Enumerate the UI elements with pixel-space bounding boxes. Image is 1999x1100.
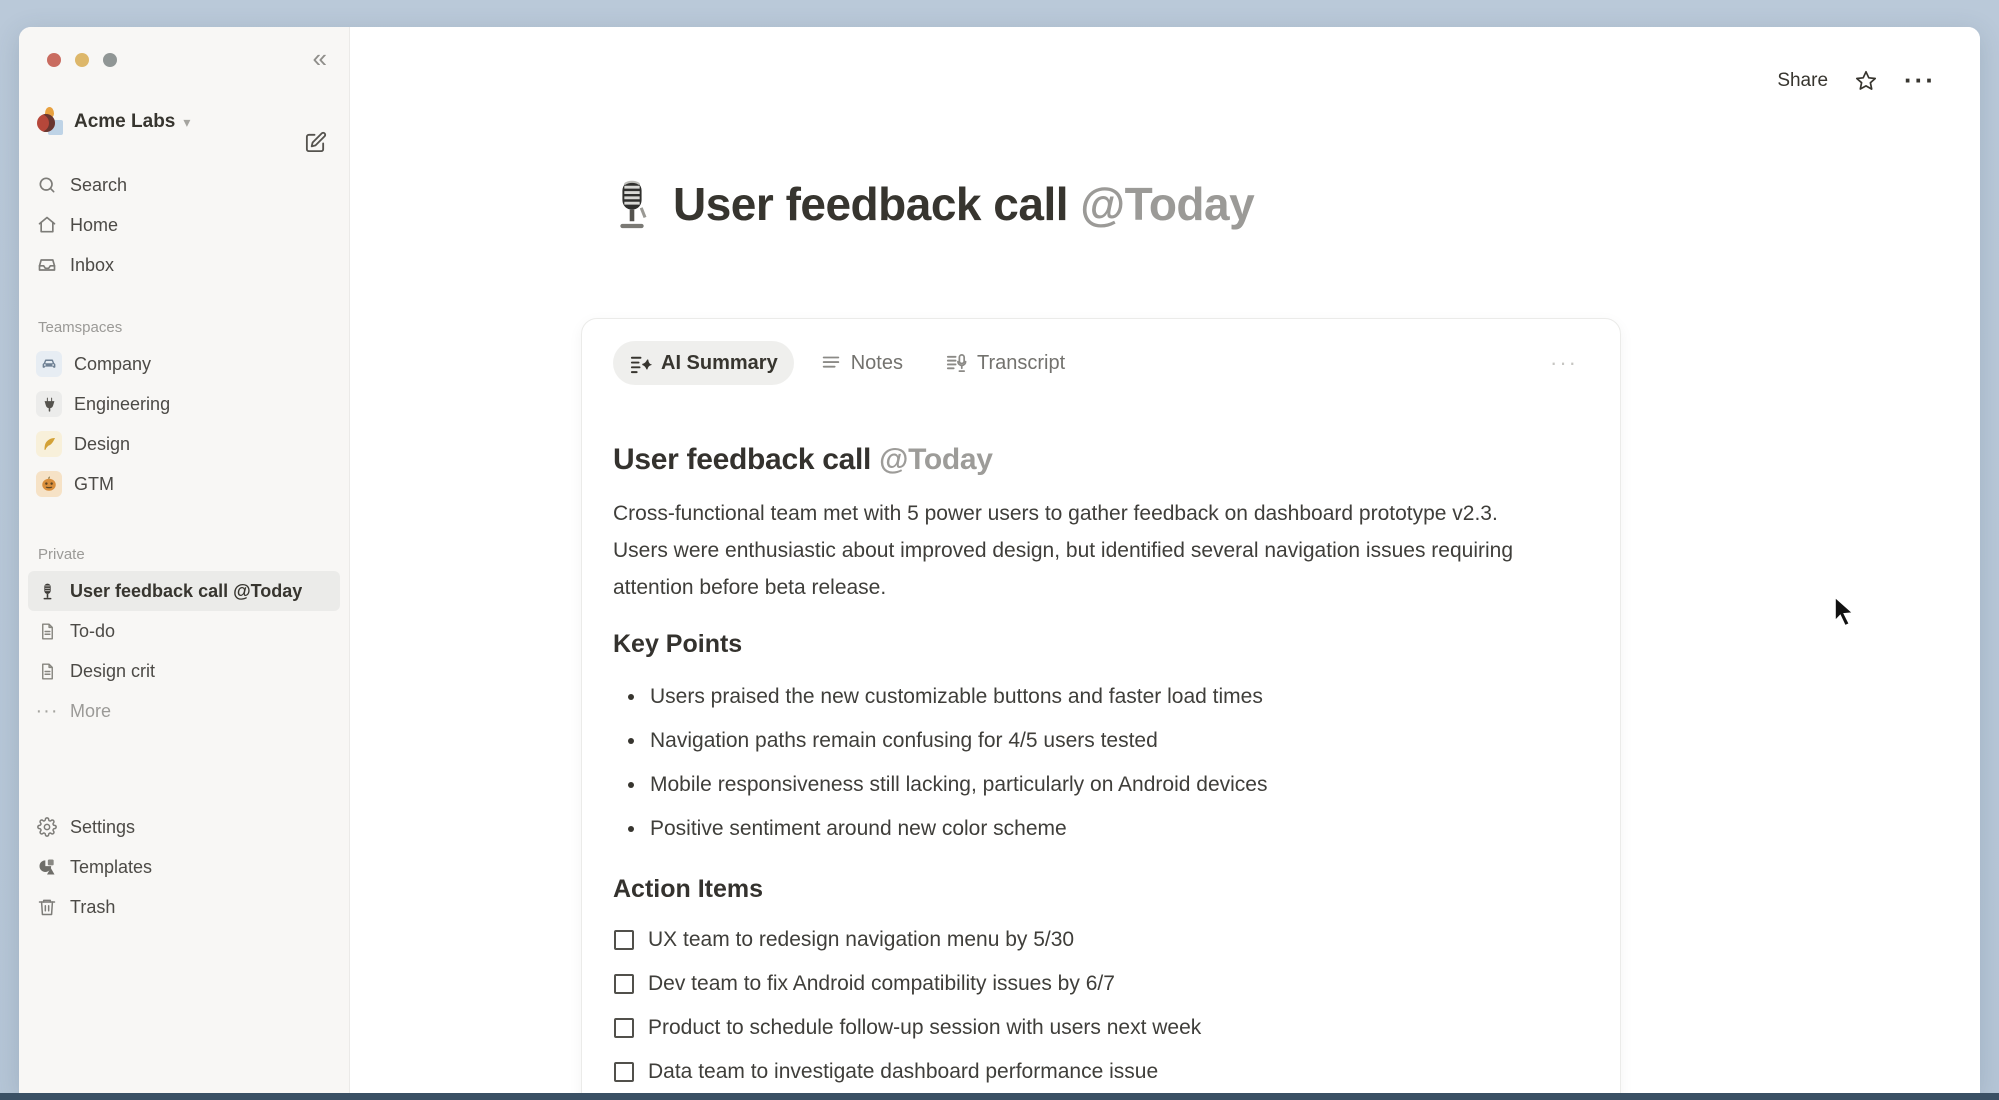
list-item (613, 675, 1590, 719)
action-items-heading: Action Items (613, 875, 764, 903)
todo-label: Product to schedule follow-up session with users next week (648, 1016, 1202, 1039)
star-icon[interactable] (1854, 69, 1878, 93)
workspace-name: Acme Labs (74, 111, 176, 132)
sidebar-item-user-feedback-call[interactable] (28, 571, 340, 611)
plug-icon (36, 391, 62, 417)
sidebar-item-engineering[interactable] (28, 384, 340, 424)
sidebar-item-design-crit[interactable] (28, 651, 340, 691)
sidebar-nav (28, 165, 340, 285)
compose-icon[interactable] (304, 131, 327, 154)
sidebar-item-more[interactable] (28, 691, 340, 731)
sidebar-item-label: Design crit (70, 660, 156, 681)
sidebar-item-label: Search (70, 174, 128, 195)
page-title-main: User feedback call (673, 178, 1081, 230)
page-title-mention[interactable]: @Today (1080, 178, 1255, 230)
todo-checkbox[interactable] (614, 1018, 634, 1038)
sidebar-item-label: Home (70, 214, 119, 235)
sidebar-item-label: Engineering (74, 393, 171, 414)
tab-transcript[interactable] (929, 341, 1081, 385)
ellipsis-icon[interactable]: ··· (1550, 350, 1578, 375)
sidebar-item-search[interactable] (28, 165, 340, 205)
summary-paragraph: Cross-functional team met with 5 power users to gather feedback on dashboard prototype v2.3. Users were enthusiastic about improved design, but identified several navigation issues requiring attention before beta release. (613, 502, 1513, 599)
mouse-cursor (1831, 595, 1861, 629)
todo-item (613, 962, 1590, 1006)
sidebar-item-label: Inbox (70, 254, 115, 275)
tab-label: Transcript (976, 351, 1066, 374)
list-item (613, 807, 1590, 851)
bullet-dot (628, 738, 634, 744)
meeting-notes-card (581, 318, 1621, 1093)
sidebar-item-gtm[interactable] (28, 464, 340, 504)
sidebar-item-label: User feedback call @Today (70, 580, 303, 601)
ai-summary-icon (629, 352, 652, 375)
tab-ai-summary[interactable] (613, 341, 794, 385)
todo-label: Data team to investigate dashboard performance issue (648, 1060, 1159, 1083)
sidebar-item-label: GTM (74, 473, 114, 494)
todo-item (613, 1006, 1590, 1050)
document-icon (36, 660, 58, 682)
collapse-sidebar-icon[interactable]: « (312, 43, 325, 73)
car-icon (36, 351, 62, 377)
page-title-row (609, 177, 1254, 231)
bullet-dot (628, 826, 634, 832)
document-icon (36, 620, 58, 642)
bullet-dot (628, 694, 634, 700)
teamspaces-section-label: Teamspaces (38, 319, 123, 336)
zoom-window-button[interactable] (103, 53, 117, 67)
todo-item (613, 918, 1590, 962)
trash-icon (36, 896, 58, 918)
sidebar-item-todo[interactable] (28, 611, 340, 651)
search-icon (36, 174, 58, 196)
sidebar-item-templates[interactable] (28, 847, 340, 887)
tab-notes[interactable] (804, 341, 919, 385)
ellipsis-icon: ··· (35, 699, 59, 722)
todo-label: UX team to redesign navigation menu by 5/30 (648, 928, 1075, 951)
sidebar-item-label: Templates (70, 856, 153, 877)
app-window (19, 27, 1980, 1093)
main-content (350, 27, 1980, 1093)
home-icon (36, 214, 58, 236)
action-items-list (613, 918, 1590, 1093)
sidebar-item-label: Company (74, 353, 152, 374)
sidebar-item-label: To-do (70, 620, 116, 641)
share-button[interactable]: Share (1777, 69, 1829, 91)
bullet-dot (628, 782, 634, 788)
todo-checkbox[interactable] (614, 1062, 634, 1082)
gear-icon (36, 816, 58, 838)
sidebar-item-inbox[interactable] (28, 245, 340, 285)
key-points-heading: Key Points (613, 630, 743, 658)
key-points-list (613, 675, 1590, 851)
window-controls (47, 53, 117, 67)
close-window-button[interactable] (47, 53, 61, 67)
sidebar-item-label: More (70, 700, 112, 721)
workspace-logo (36, 108, 64, 136)
templates-icon (36, 856, 58, 878)
transcript-icon (945, 352, 968, 375)
notes-lines-icon (820, 352, 842, 374)
list-item (613, 719, 1590, 763)
sidebar-item-label: Design (74, 433, 131, 454)
todo-item (613, 1050, 1590, 1093)
feather-icon (36, 431, 62, 457)
topbar-actions (1777, 65, 1936, 96)
todo-checkbox[interactable] (614, 974, 634, 994)
sidebar-item-company[interactable] (28, 344, 340, 384)
inbox-icon (36, 254, 58, 276)
tab-bar (613, 341, 1590, 385)
list-item-text: Navigation paths remain confusing for 4/5 users tested (650, 729, 1158, 752)
studio-microphone-icon[interactable] (609, 179, 655, 229)
sidebar-footer (28, 807, 340, 927)
sidebar-item-label: Settings (70, 816, 136, 837)
page-title[interactable] (673, 177, 1254, 231)
tab-label: AI Summary (661, 351, 778, 374)
summary-heading (613, 443, 1590, 477)
sidebar-item-settings[interactable] (28, 807, 340, 847)
sidebar-item-label: Trash (70, 896, 116, 917)
workspace-switcher[interactable] (30, 103, 340, 141)
summary-heading-main: User feedback call (613, 443, 880, 476)
sidebar-item-home[interactable] (28, 205, 340, 245)
tab-label: Notes (850, 351, 903, 374)
minimize-window-button[interactable] (75, 53, 89, 67)
list-item-text: Mobile responsiveness still lacking, particularly on Android devices (650, 773, 1268, 796)
screen-bottom-edge (0, 1093, 1999, 1100)
private-section-label: Private (38, 546, 85, 563)
list-item-text: Positive sentiment around new color scheme (650, 817, 1067, 840)
microphone-icon (36, 580, 58, 602)
ellipsis-icon[interactable]: ··· (1904, 65, 1936, 95)
todo-label: Dev team to fix Android compatibility issues by 6/7 (648, 972, 1115, 995)
sidebar-item-design[interactable] (28, 424, 340, 464)
sidebar (19, 27, 350, 1093)
todo-checkbox[interactable] (614, 930, 634, 950)
pumpkin-icon (36, 471, 62, 497)
summary-heading-mention[interactable]: @Today (879, 443, 993, 476)
sidebar-item-trash[interactable] (28, 887, 340, 927)
list-item-text: Users praised the new customizable buttons and faster load times (650, 685, 1263, 708)
chevron-down-icon: ▾ (183, 113, 191, 130)
list-item (613, 763, 1590, 807)
